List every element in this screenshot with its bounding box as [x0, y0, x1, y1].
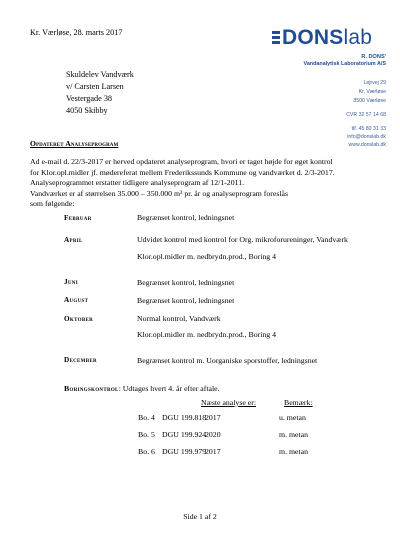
schedule-month: April [64, 236, 83, 244]
table-cell-dgu: DGU 199.979 [162, 447, 207, 456]
schedule-text: Normal kontrol, Vandværk [137, 314, 221, 323]
boring-control-note: Boringskontrol: Udtages hvert 4. år efter aftale. [64, 384, 220, 393]
donslab-logo [282, 27, 382, 48]
intro-line: for Klor.opl.midler jf. mødereferat mellem Frederikssunds Kommune og vandværket d. 2/3-2017. [30, 167, 335, 177]
table-cell-remark: u. metan [279, 413, 306, 422]
table-cell-remark: m. metan [279, 447, 309, 456]
schedule-text: Begrænset kontrol, ledningsnet [137, 278, 235, 287]
company-subtitle: Vandanalytisk Laboratorium A/S [303, 61, 386, 67]
schedule-month: August [64, 296, 89, 304]
company-cvr: CVR 32 57 14 68 [346, 112, 386, 118]
table-cell-year: 2017 [205, 447, 221, 456]
schedule-text: Udvidet kontrol med kontrol for Org. mikroforureninger, Vandværk [137, 235, 348, 244]
intro-paragraph [30, 157, 380, 210]
table-cell-bo: Bo. 4 [138, 413, 155, 422]
schedule-text: Klor.opl.midler m. nedbrydn.prod., Boring 4 [137, 252, 277, 261]
schedule-text: Begrænset kontrol, ledningsnet [137, 296, 235, 305]
schedule-month: Oktober [64, 315, 93, 323]
table-header-next: Næste analyse er: [201, 398, 256, 407]
intro-line: som følgende: [30, 199, 75, 209]
company-website: www.donslab.dk [348, 142, 386, 148]
schedule-text: Klor.opl.midler m. nedbrydn.prod., Boring 4 [137, 330, 277, 339]
table-cell-dgu: DGU 199.818 [162, 413, 207, 422]
document-heading: Opdateret Analyseprogram [30, 139, 119, 148]
table-cell-remark: m. metan [279, 430, 309, 439]
intro-line: Analyseprogrammet erstatter tidligere analyseprogram af 12/1-2011. [30, 178, 245, 188]
schedule-text: Begrænset kontrol m. Uorganiske sporstoffer, ledningsnet [137, 356, 318, 365]
intro-line: Ad e-mail d. 22/3-2017 er herved opdateret analyseprogram, hvori er taget højde for øget kontrol [30, 157, 333, 166]
intro-line: Vandværket er af størrelsen 35.000 – 350.000 m³ pr. år og analyseprogram foreslås [30, 188, 289, 198]
logo-wordmark: DONSlab [282, 26, 373, 49]
company-email: info@donslab.dk [347, 134, 386, 140]
table-cell-year: 2017 [205, 413, 221, 422]
table-cell-year: 2020 [205, 430, 221, 439]
recipient-attn: v/ Carsten Larsen [66, 82, 124, 91]
company-phone: tlf. 45 80 31 33 [351, 126, 386, 132]
company-name: R. DONS' [361, 54, 386, 60]
table-cell-bo: Bo. 5 [138, 430, 155, 439]
schedule-text: Begrænset kontrol, ledningsnet [137, 213, 235, 222]
recipient-city: 4050 Skibby [66, 106, 108, 115]
table-header-remark: Bemærk: [284, 398, 313, 407]
schedule-month: Juni [64, 278, 78, 286]
letter-date: Kr. Værløse, 28. marts 2017 [30, 28, 123, 37]
company-city: Kr. Værløse [358, 89, 386, 95]
recipient-name: Skuldelev Vandværk [66, 70, 134, 79]
page-number-footer: Side 1 af 2 [183, 512, 217, 521]
schedule-month: December [64, 356, 97, 364]
schedule-month: Februar [64, 214, 92, 222]
company-street: Lejrvej 29 [363, 80, 386, 86]
table-cell-dgu: DGU 199.924 [162, 430, 207, 439]
table-cell-bo: Bo. 6 [138, 447, 155, 456]
logo-bars-icon [272, 31, 280, 47]
recipient-street: Vestergade 38 [66, 94, 113, 103]
company-zip: 3500 Værløse [353, 98, 386, 104]
